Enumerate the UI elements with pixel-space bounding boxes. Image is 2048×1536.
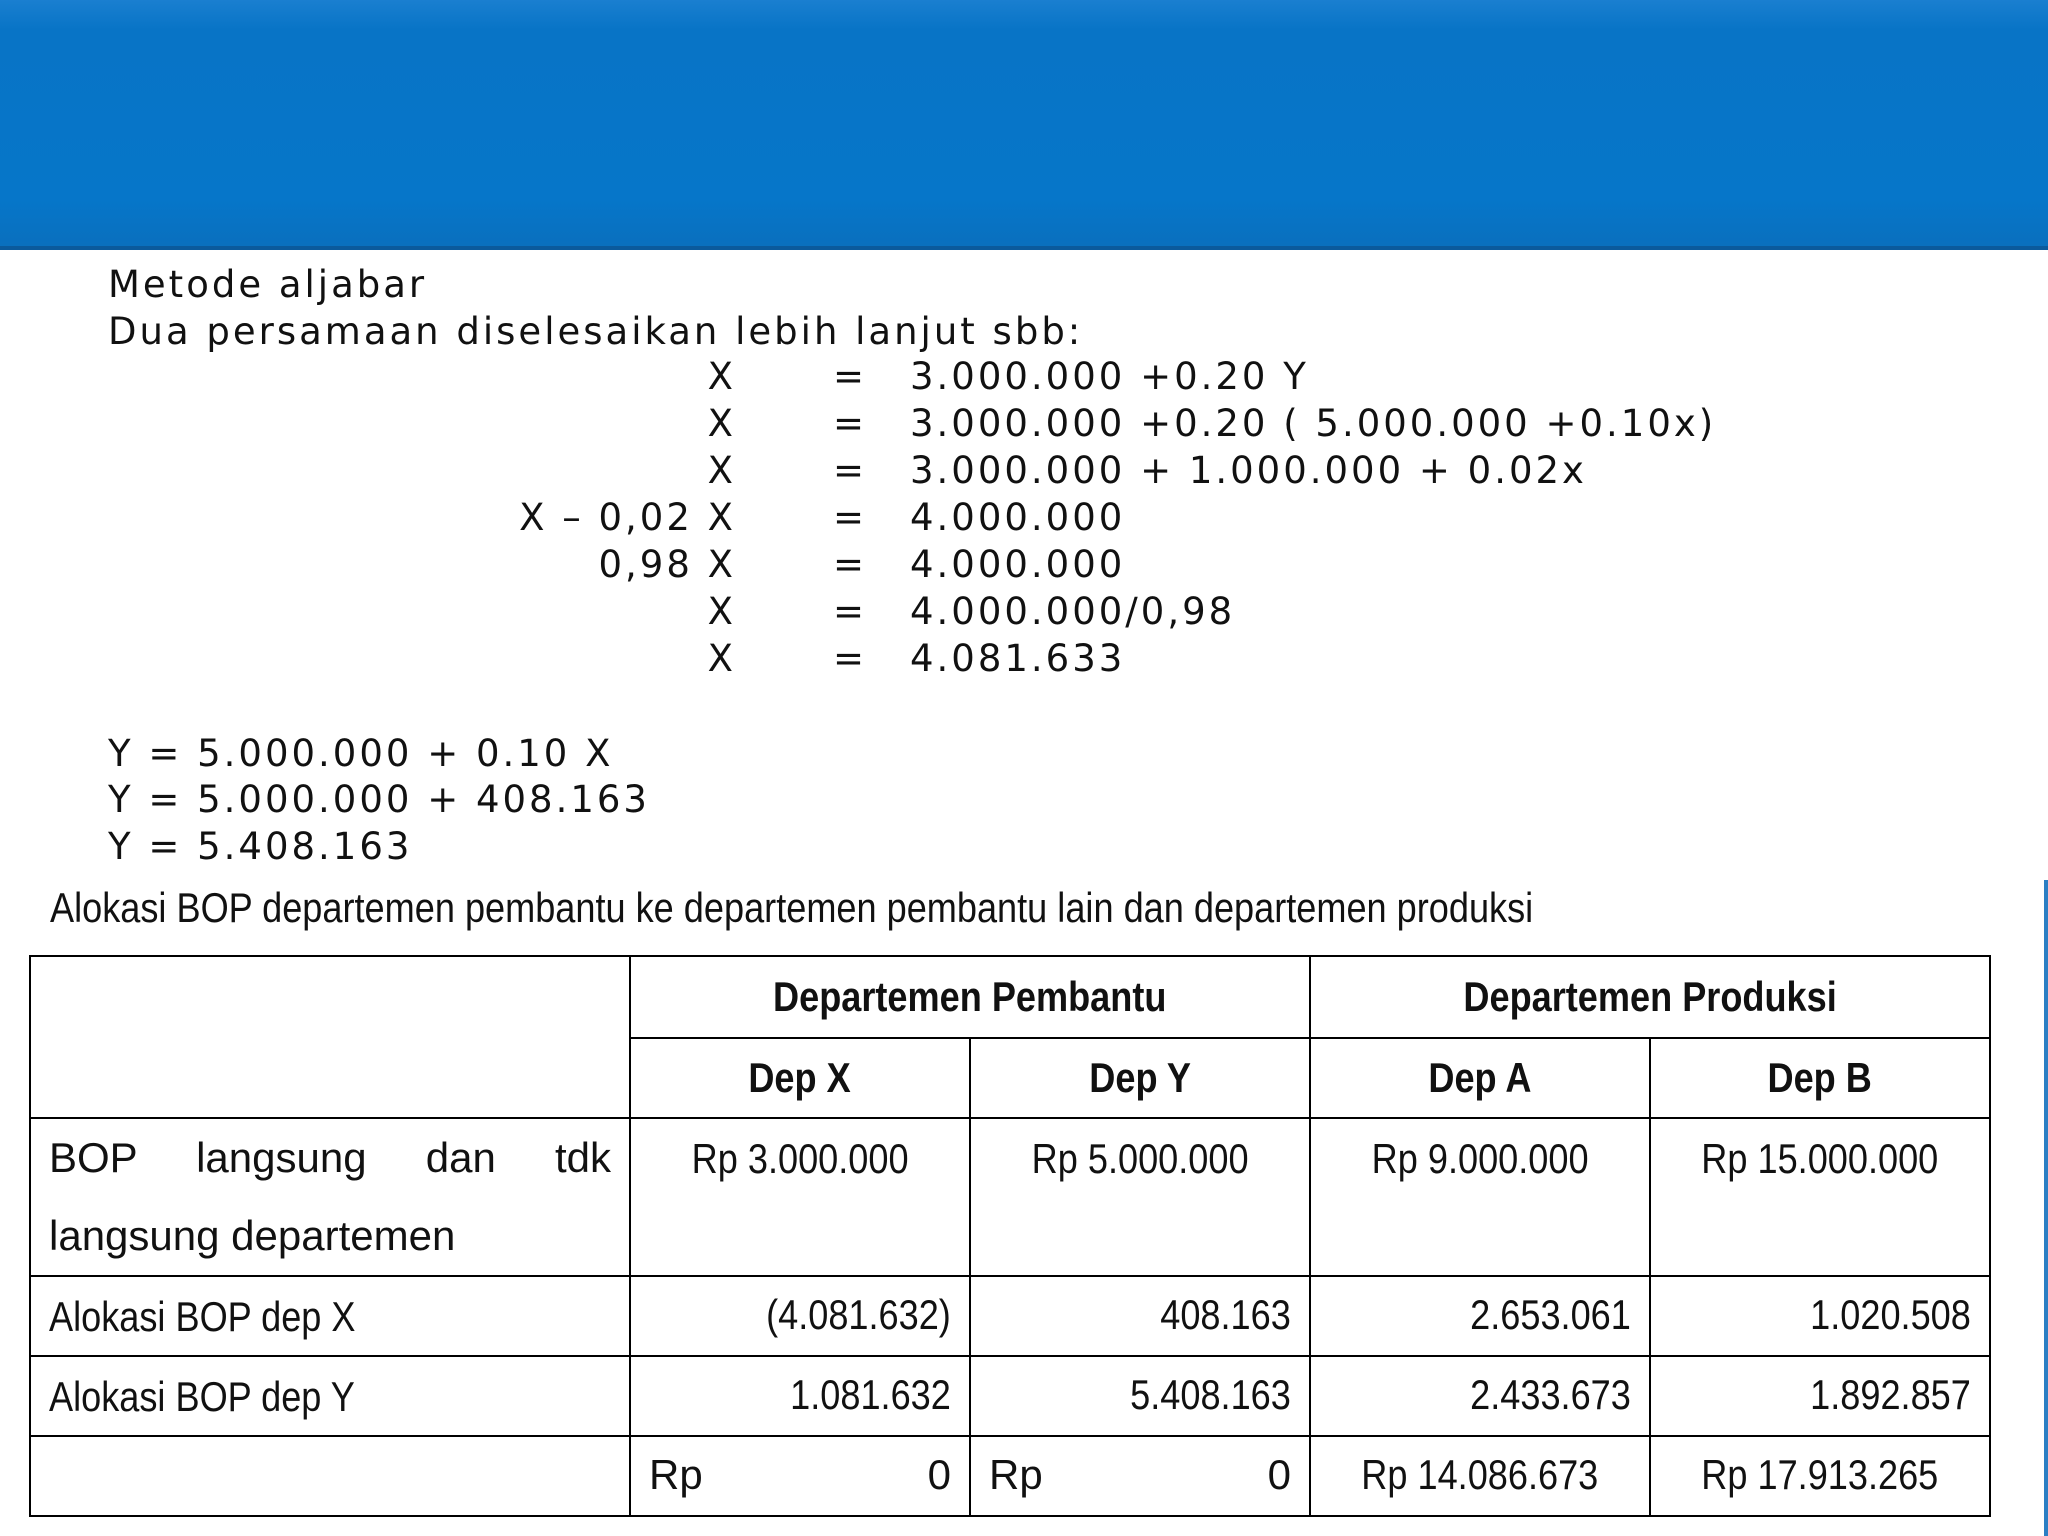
method-heading: Metode aljabar <box>108 263 428 306</box>
group-header-produksi: Departemen Produksi <box>1310 956 1990 1038</box>
x-step-equals: = <box>832 543 867 586</box>
subheader-dep-a: Dep A <box>1310 1038 1650 1118</box>
x-step-lhs: X <box>707 355 736 398</box>
total-dep-x <box>630 1436 970 1516</box>
x-step-rhs: 3.000.000 +0.20 Y <box>910 355 1309 398</box>
bop-allocation-table <box>29 955 1991 1517</box>
total-label <box>30 1436 630 1516</box>
x-step-rhs: 3.000.000 + 1.000.000 + 0.02x <box>910 449 1587 492</box>
table-row <box>30 1356 1990 1436</box>
y-step: Y = 5.000.000 + 408.163 <box>108 778 650 821</box>
x-step-equals: = <box>832 355 867 398</box>
currency-label: Rp <box>649 1451 703 1498</box>
group-header-pembantu: Departemen Pembantu <box>630 956 1310 1038</box>
cell-dep-y: 408.163 <box>970 1276 1310 1356</box>
cell-dep-x: Rp 3.000.000 <box>630 1118 970 1276</box>
row-label: BOP langsung dan tdk langsung departemen <box>30 1118 630 1276</box>
x-step-lhs: X <box>707 637 736 680</box>
table-row <box>30 1118 1990 1276</box>
cell-dep-x: 1.081.632 <box>630 1356 970 1436</box>
amount: 0 <box>927 1451 951 1498</box>
table-header-row <box>30 956 1990 1038</box>
cell-dep-b: 1.020.508 <box>1650 1276 1990 1356</box>
x-step-rhs: 4.000.000 <box>910 496 1126 539</box>
row-label: Alokasi BOP dep X <box>30 1276 630 1356</box>
cell-dep-y: 5.408.163 <box>970 1356 1310 1436</box>
x-step-equals: = <box>832 496 867 539</box>
x-step-rhs: 3.000.000 +0.20 ( 5.000.000 +0.10x) <box>910 402 1717 445</box>
subheader-dep-y: Dep Y <box>970 1038 1310 1118</box>
x-step-equals: = <box>832 590 867 633</box>
title-banner <box>0 0 2048 250</box>
x-step-lhs: 0,98 X <box>598 543 736 586</box>
amount: 0 <box>1267 1451 1291 1498</box>
subheader-dep-b: Dep B <box>1650 1038 1990 1118</box>
table-row <box>30 1276 1990 1356</box>
cell-dep-a: 2.433.673 <box>1310 1356 1650 1436</box>
table-total-row <box>30 1436 1990 1516</box>
total-dep-a: Rp 14.086.673 <box>1310 1436 1650 1516</box>
total-dep-y <box>970 1436 1310 1516</box>
y-step: Y = 5.000.000 + 0.10 X <box>108 732 614 775</box>
x-step-equals: = <box>832 449 867 492</box>
blank-header-cell <box>30 956 630 1118</box>
x-step-rhs: 4.000.000 <box>910 543 1126 586</box>
x-step-rhs: 4.000.000/0,98 <box>910 590 1236 633</box>
x-step-equals: = <box>832 637 867 680</box>
total-dep-b: Rp 17.913.265 <box>1650 1436 1990 1516</box>
row-label: Alokasi BOP dep Y <box>30 1356 630 1436</box>
x-step-rhs: 4.081.633 <box>910 637 1126 680</box>
x-step-equals: = <box>832 402 867 445</box>
cell-dep-a: 2.653.061 <box>1310 1276 1650 1356</box>
y-step: Y = 5.408.163 <box>108 825 413 868</box>
x-step-lhs: X <box>707 449 736 492</box>
subheader-dep-x: Dep X <box>630 1038 970 1118</box>
table-caption: Alokasi BOP departemen pembantu ke departemen pembantu lain dan departemen produksi <box>50 884 1534 931</box>
x-step-lhs: X – 0,02 X <box>519 496 736 539</box>
x-step-lhs: X <box>707 402 736 445</box>
cell-dep-b: Rp 15.000.000 <box>1650 1118 1990 1276</box>
cell-dep-a: Rp 9.000.000 <box>1310 1118 1650 1276</box>
cell-dep-b: 1.892.857 <box>1650 1356 1990 1436</box>
slide-edge-accent <box>2044 880 2048 1536</box>
currency-label: Rp <box>989 1451 1043 1498</box>
cell-dep-y: Rp 5.000.000 <box>970 1118 1310 1276</box>
intro-text: Dua persamaan diselesaikan lebih lanjut sbb: <box>108 310 1084 353</box>
cell-dep-x: (4.081.632) <box>630 1276 970 1356</box>
x-step-lhs: X <box>707 590 736 633</box>
